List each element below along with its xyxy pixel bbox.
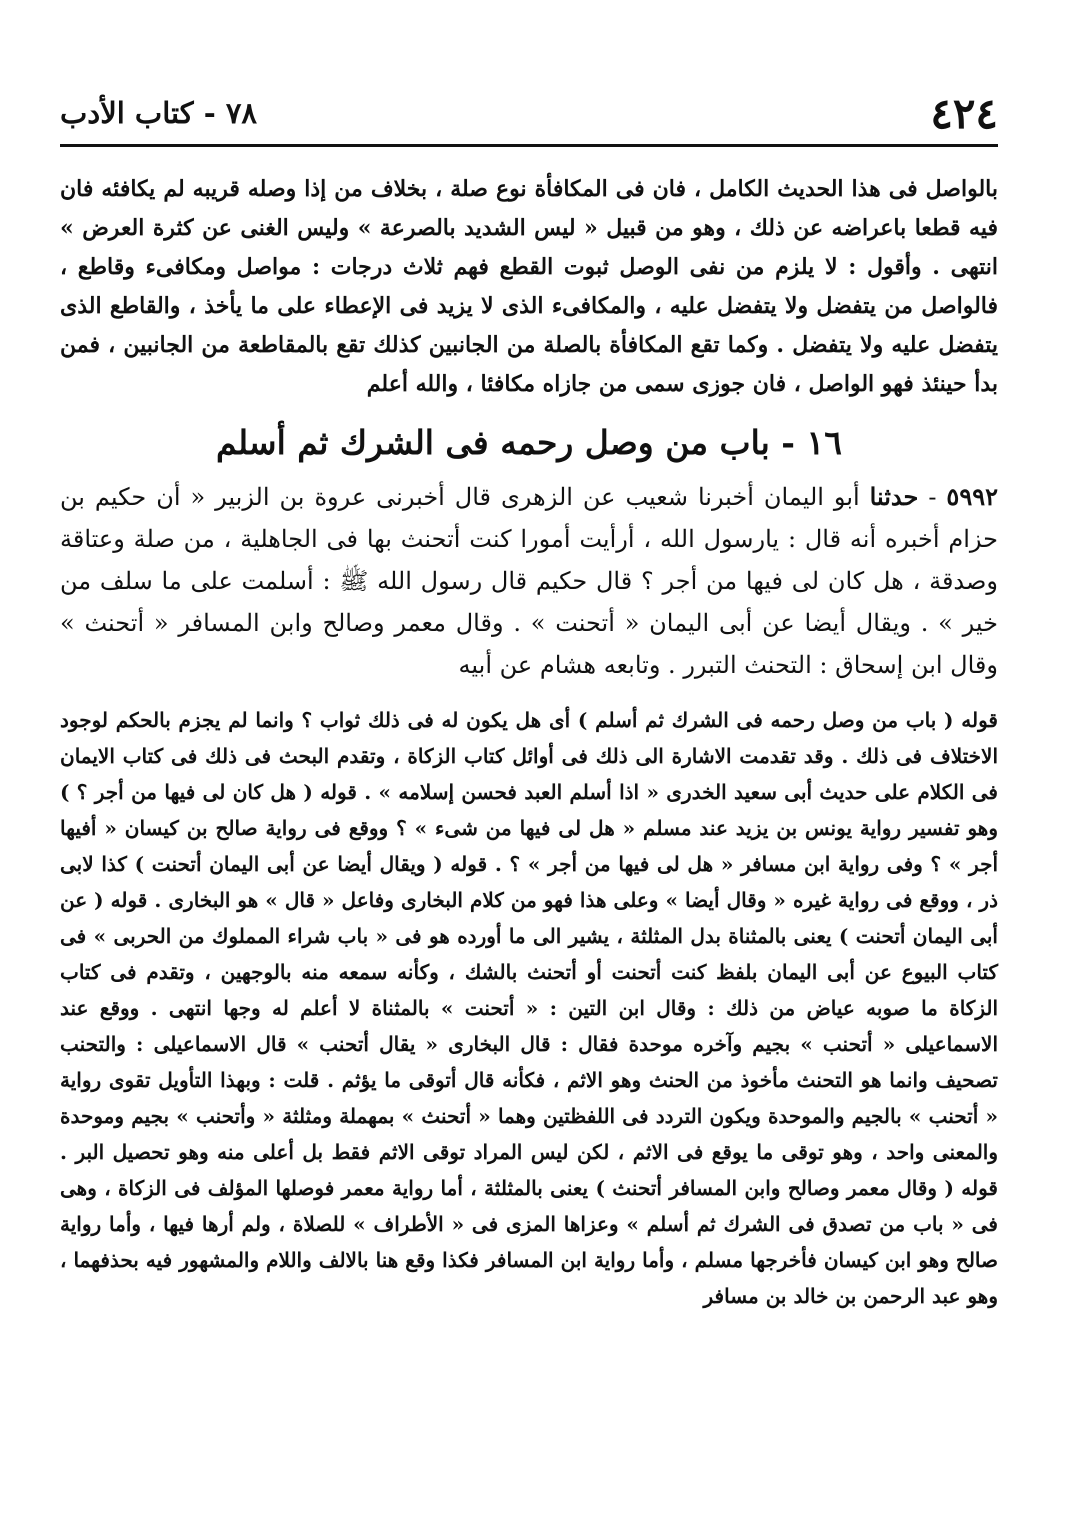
- commentary: قوله ( باب من وصل رحمه فى الشرك ثم أسلم ) أى هل يكون له فى ذلك ثواب ؟ وانما لم يجزم بالحكم لوجود الاختلاف فى ذلك . وقد تقدمت الاشارة الى ذلك فى أوائل كتاب الزكاة ، وتقدم البحث فى ذلك فى كتاب الايمان فى الكلام على حديث أبى سعيد الخدرى « اذا أسلم العبد فحسن إسلامه » . قوله ( هل كان لى فيها من أجر ؟ ) وهو تفسير رواية يونس بن يزيد عند مسلم « هل لى فيها من شىء » ؟ ووقع فى رواية صالح بن كيسان « أفيها أجر » ؟ وفى رواية ابن مسافر « هل لى فيها من أجر » ؟ . قوله ( ويقال أيضا عن أبى اليمان أتحنت ) كذا لابى ذر ، ووقع فى رواية غيره « وقال أيضا » وعلى هذا فهو من كلام البخارى وفاعل « قال » هو البخارى . قوله ( عن أبى اليمان أتحنت ) يعنى بالمثناة بدل المثلثة ، يشير الى ما أورده هو فى « باب شراء المملوك من الحربى » فى كتاب البيوع عن أبى اليمان بلفظ كنت أتحنت أو أتحنث بالشك ، وكأنه سمعه منه بالوجهين ، وتقدم فى كتاب الزكاة ما صوبه عياض من ذلك : وقال ابن التين : « أتحنت » بالمثناة لا أعلم له وجها انتهى . ووقع عند الاسماعيلى « أتحنب » بجيم وآخره موحدة فقال : قال البخارى « يقال أتحنب » قال الاسماعيلى : والتحنب تصحيف وانما هو التحنث مأخوذ من الحنث وهو الاثم ، فكأنه قال أتوقى ما يؤثم . قلت : وبهذا التأويل تقوى رواية « أتحنب » بالجيم والموحدة ويكون التردد فى اللفظتين وهما « أتحنث » بمهملة ومثلثة « وأتحنب » بجيم وموحدة والمعنى واحد ، وهو توقى ما يوقع فى الاثم ، لكن ليس المراد توقى الاثم فقط بل أعلى منه وهو تحصيل البر . قوله ( وقال معمر وصالح وابن المسافر أتحنث ) يعنى بالمثلثة ، أما رواية معمر فوصلها المؤلف فى الزكاة ، وهى فى « باب من تصدق فى الشرك ثم أسلم » وعزاها المزى فى « الأطراف » للصلاة ، ولم أرها فيها ، وأما رواية صالح وهو ابن كيسان فأخرجها مسلم ، وأما رواية ابن المسافر فكذا وقع هنا بالالف واللام والمشهور فيه بحذفهما ، وهو عبد الرحمن بن خالد بن مسافر: [60, 708, 998, 1308]
- hadith-number: ٥٩٩٢: [946, 482, 998, 511]
- hadith-text: أبو اليمان أخبرنا شعيب عن الزهرى قال أخبرنى عروة بن الزبير « أن حكيم بن حزام أخبره أنه قال : يارسول الله ، أرأيت أمورا كنت أتحنث بها فى الجاهلية ، من صلة وعتاقة وصدقة ، هل كان لى فيها من أجر ؟ قال حكيم قال رسول الله ﷺ : أسلمت على ما سلف من خير » . ويقال أيضا عن أبى اليمان « أتحنت » . وقال معمر وصالح وابن المسافر « أتحنث » وقال ابن إسحاق : التحنث التبرر . وتابعه هشام عن أبيه: [60, 483, 998, 679]
- chapter-heading: ١٦ - باب من وصل رحمه فى الشرك ثم أسلم: [216, 423, 842, 462]
- page-content: [60, 170, 998, 1314]
- hadith-text-block: ٥٩٩٢ - حدثنا أبو اليمان أخبرنا شعيب عن الزهرى قال أخبرنى عروة بن الزبير « أن حكيم بن حزام أخبره أنه قال : يارسول الله ، أرأيت أمورا كنت أتحنث بها فى الجاهلية ، من صلة وعتاقة وصدقة ، هل كان لى فيها من أجر ؟ قال حكيم قال رسول الله ﷺ : أسلمت على ما سلف من خير » . ويقال أيضا عن أبى اليمان « أتحنت » . وقال معمر وصالح وابن المسافر « أتحنث » وقال ابن إسحاق : التحنث التبرر . وتابعه هشام عن أبيه: [60, 482, 998, 679]
- page-header: [60, 82, 998, 147]
- page-number: ٤٢٤: [930, 88, 998, 138]
- previous-commentary: بالواصل فى هذا الحديث الكامل ، فان فى المكافأة نوع صلة ، بخلاف من إذا وصله قريبه لم يكافئه فان فيه قطعا باعراضه عن ذلك ، وهو من قبيل « ليس الشديد بالصرعة » وليس الغنى عن كثرة العرض » انتهى . وأقول : لا يلزم من نفى الوصل ثبوت القطع فهم ثلاث درجات : مواصل ومكافىء وقاطع ، فالواصل من يتفضل ولا يتفضل عليه ، والمكافىء الذى لا يزيد فى الإعطاء على ما يأخذ ، والقاطع الذى يتفضل عليه ولا يتفضل . وكما تقع المكافأة بالصلة من الجانبين كذلك تقع بالمقاطعة من الجانبين ، فمن بدأ حينئذ فهو الواصل ، فان جوزى سمى من جازاه مكافئا ، والله أعلم: [60, 176, 998, 397]
- running-title: ٧٨ - كتاب الأدب: [60, 96, 257, 130]
- hadith-opening: حدثنا: [869, 482, 919, 511]
